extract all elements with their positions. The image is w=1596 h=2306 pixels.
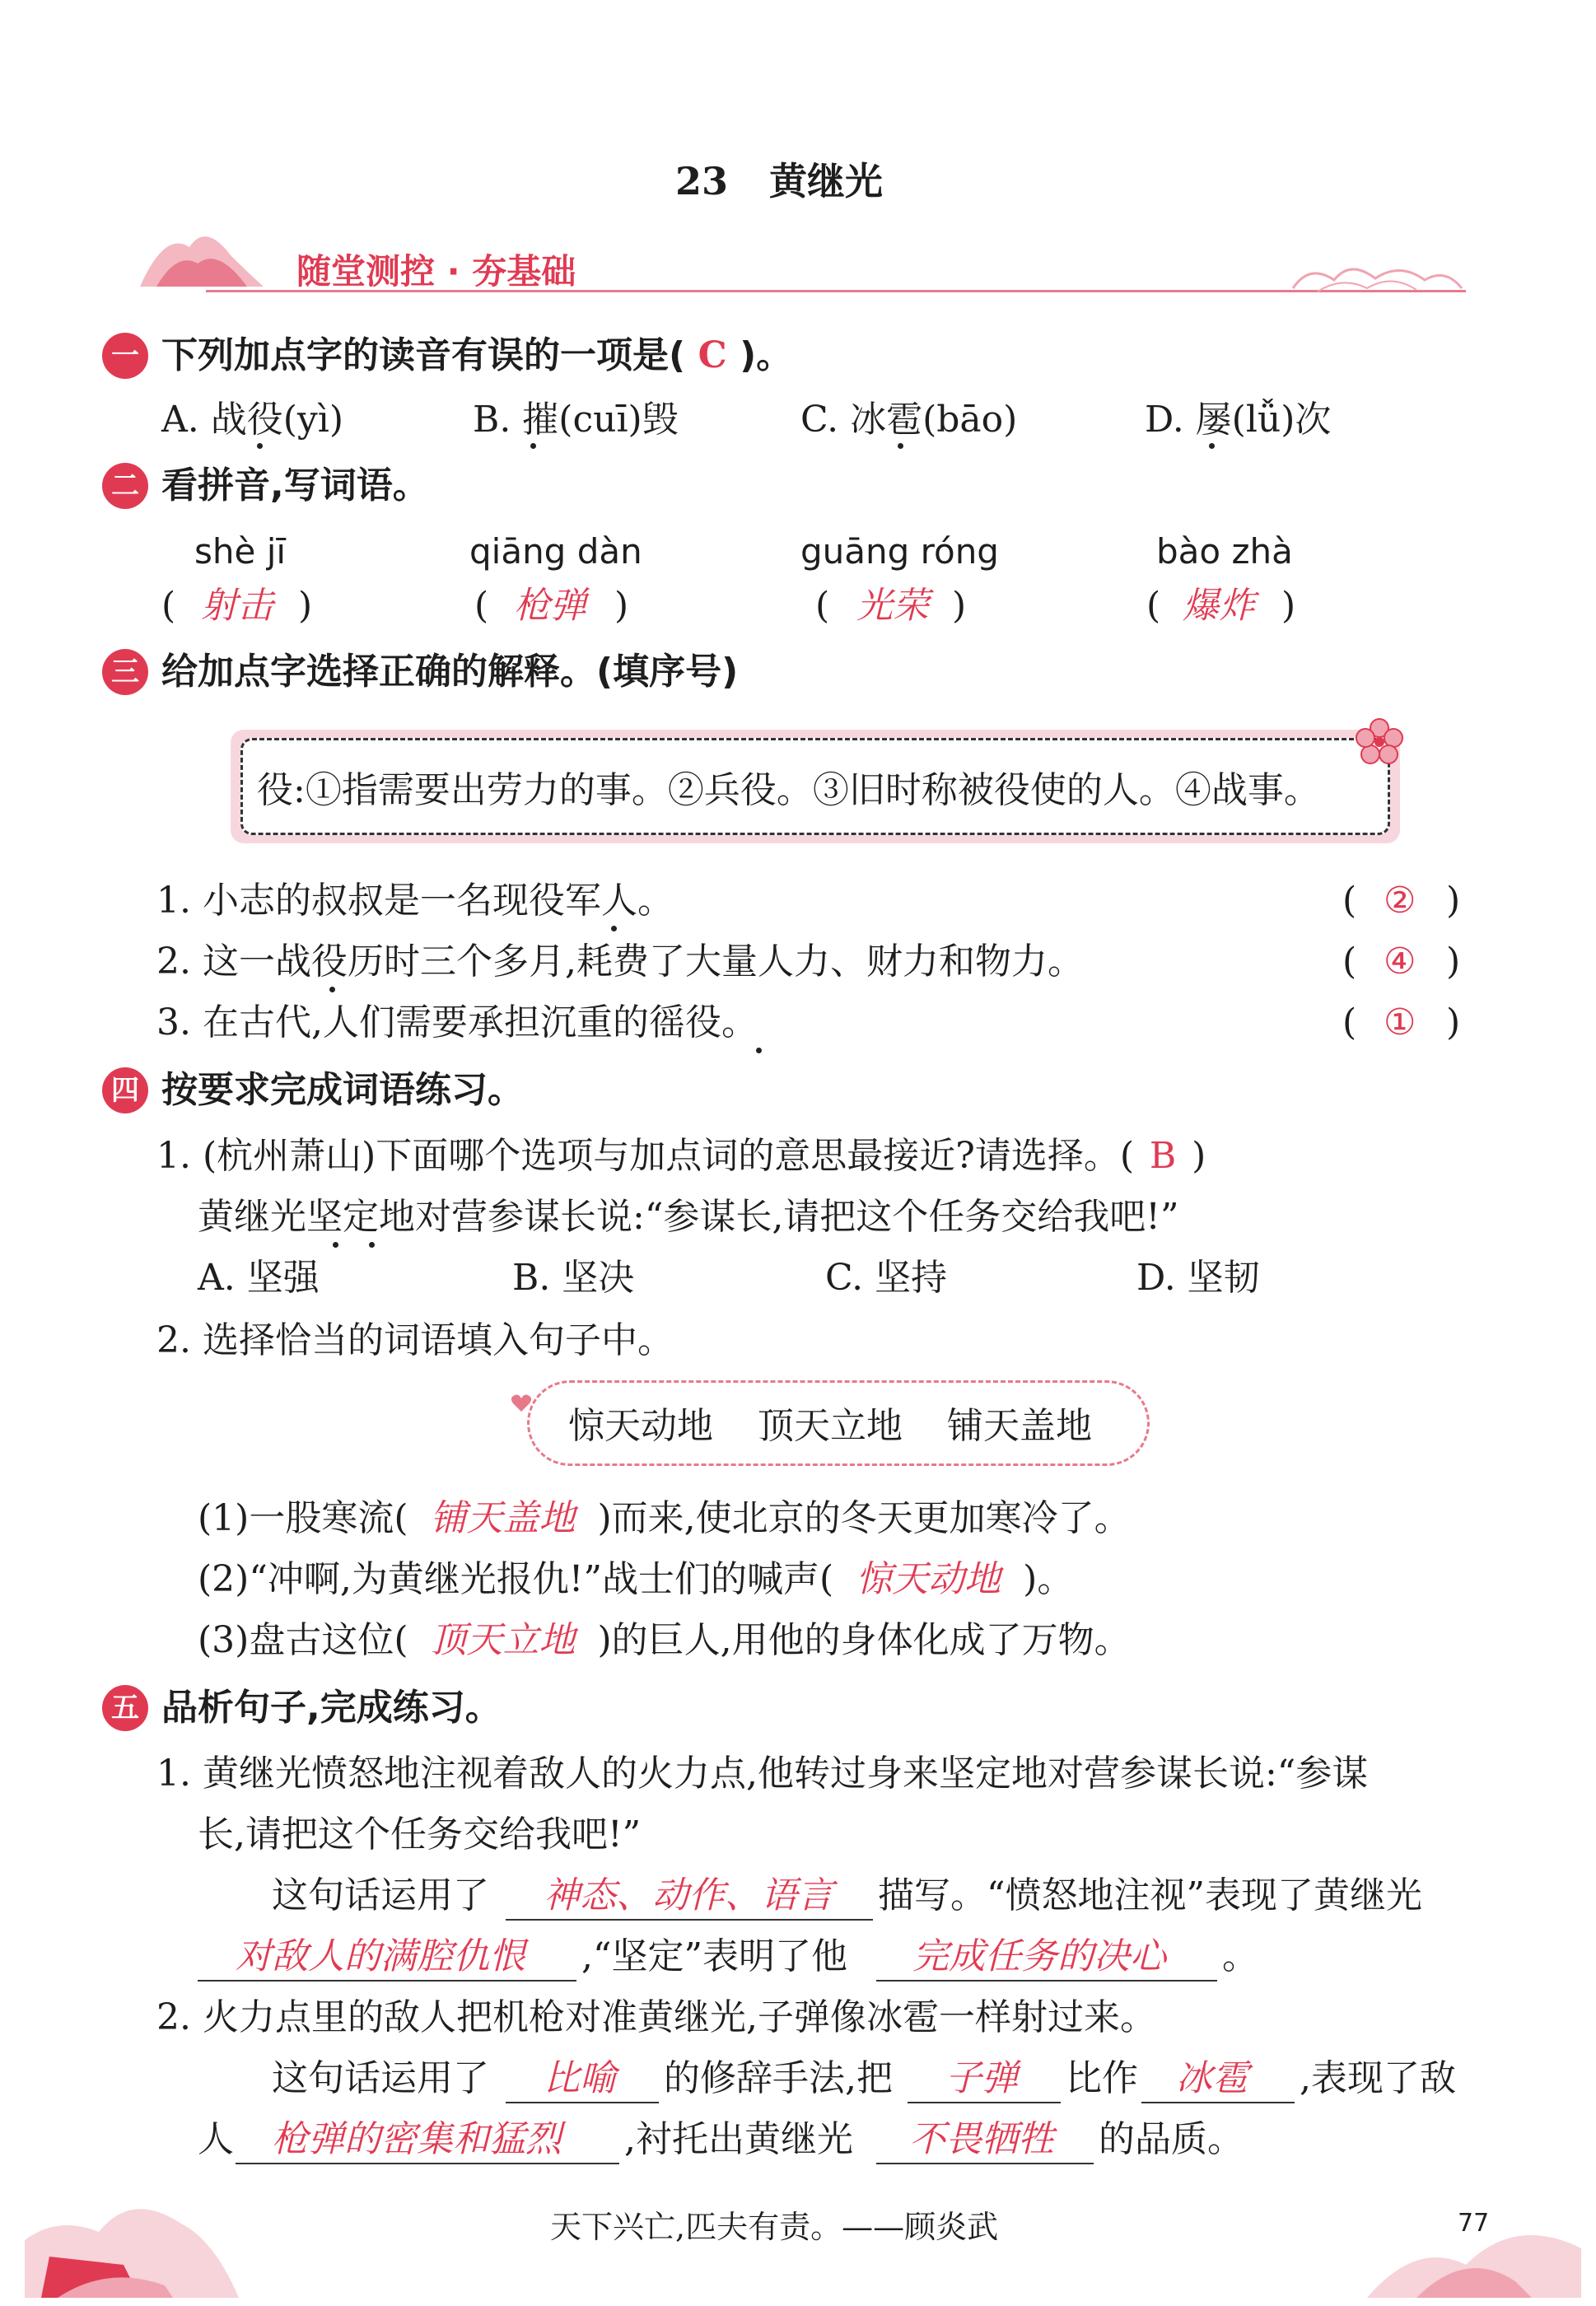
paren-close: ) bbox=[952, 585, 967, 627]
emphasis-dot bbox=[756, 1048, 762, 1053]
paren-close: ) bbox=[1446, 1001, 1461, 1043]
q2-pinyin-2: qiāng dàn bbox=[469, 531, 642, 572]
mountain-decoration bbox=[140, 222, 264, 288]
q5-s1-line3-mid: 描写。“愤怒地注视”表现了黄继光 bbox=[878, 1874, 1422, 1916]
emphasis-dot bbox=[257, 443, 263, 449]
q3-prompt: 给加点字选择正确的解释。(填序号) bbox=[161, 651, 739, 693]
q4-fill-1 bbox=[198, 1496, 1131, 1542]
q1-badge: 一 bbox=[102, 333, 148, 379]
paren-close: ) bbox=[1446, 880, 1461, 922]
answer-underline bbox=[876, 1980, 1217, 1982]
q3-badge: 三 bbox=[102, 649, 148, 695]
q4-prompt: 按要求完成词语练习。 bbox=[161, 1069, 524, 1111]
q5-s2-answer-3: 冰雹 bbox=[1176, 2057, 1248, 2099]
q2-answer-4: 爆炸 bbox=[1183, 585, 1255, 627]
q5-s2-line1: 2. 火力点里的敌人把机枪对准黄继光,子弹像冰雹一样射过来。 bbox=[156, 1996, 1156, 2038]
footer-left-decoration bbox=[25, 2141, 239, 2298]
q4-fill-3-pre: (3)盘古这位( bbox=[198, 1619, 408, 1661]
q4-fill-1-post: )而来,使北京的冬天更加寒冷了。 bbox=[597, 1497, 1131, 1539]
q5-s1-answer-2: 对敌人的满腔仇恨 bbox=[236, 1935, 525, 1977]
q3-item-3: 3. 在古代,人们需要承担沉重的徭役。 bbox=[156, 1001, 758, 1043]
heart-icon bbox=[511, 1393, 532, 1413]
page-title bbox=[675, 156, 883, 206]
q4-option-a: A. 坚强 bbox=[198, 1257, 320, 1299]
q4-fill-3-post: )的巨人,用他的身体化成了万物。 bbox=[597, 1619, 1131, 1661]
q4-sub1-prompt bbox=[156, 1133, 1206, 1179]
emphasis-dot bbox=[369, 1242, 375, 1248]
q2-answer-1: 射击 bbox=[201, 585, 273, 627]
q4-sub1-answer: B bbox=[1149, 1135, 1177, 1177]
q4-option-c: C. 坚持 bbox=[825, 1257, 948, 1299]
q5-s1-line4-mid: ,“坚定”表明了他 bbox=[581, 1935, 847, 1977]
emphasis-dot bbox=[333, 1242, 338, 1248]
q4-sub1-sentence: 黄继光坚定地对营参谋长说:“参谋长,请把这个任务交给我吧!” bbox=[198, 1196, 1179, 1238]
q4-badge: 四 bbox=[102, 1067, 148, 1113]
section-banner: 随堂测控 · 夯基础 bbox=[296, 251, 576, 292]
q5-s2-line3-mid: ,衬托出黄继光 bbox=[624, 2118, 853, 2160]
q5-s1-answer-3: 完成任务的决心 bbox=[912, 1935, 1166, 1977]
q1-option-c: C. 冰雹(bāo) bbox=[800, 399, 1018, 441]
q5-s2-answer-1: 比喻 bbox=[544, 2057, 616, 2099]
paren-open: ( bbox=[161, 585, 176, 627]
paren-open: ( bbox=[815, 585, 830, 627]
q1-option-d: D. 屡(lǚ)次 bbox=[1145, 399, 1332, 441]
answer-underline bbox=[198, 1980, 576, 1982]
paren-close: ) bbox=[1281, 585, 1296, 627]
q2-pinyin-4: bào zhà bbox=[1156, 531, 1293, 572]
q5-s1-line3-pre: 这句话运用了 bbox=[272, 1874, 489, 1916]
q5-prompt: 品析句子,完成练习。 bbox=[161, 1687, 502, 1729]
q5-s2-line2-pre: 这句话运用了 bbox=[272, 2057, 489, 2099]
q4-fill-2-post: )。 bbox=[1023, 1558, 1074, 1600]
q4-fill-2-pre: (2)“冲啊,为黄继光报仇!”战士们的喊声( bbox=[198, 1558, 834, 1600]
q3-answer-3: ① bbox=[1384, 1001, 1416, 1043]
paren-open: ( bbox=[1342, 1001, 1357, 1043]
q3-item-1: 1. 小志的叔叔是一名现役军人。 bbox=[156, 880, 674, 922]
answer-underline bbox=[236, 2163, 619, 2164]
word-bank-3: 铺天盖地 bbox=[947, 1405, 1092, 1447]
q2-pinyin-1: shè jī bbox=[194, 531, 287, 572]
q3-answer-2: ④ bbox=[1384, 941, 1416, 983]
q3-answer-1: ② bbox=[1384, 880, 1416, 922]
q5-s2-line2-mid1: 的修辞手法,把 bbox=[664, 2057, 893, 2099]
q5-s1-line2: 长,请把这个任务交给我吧!” bbox=[198, 1814, 642, 1856]
q4-option-d: D. 坚韧 bbox=[1136, 1257, 1260, 1299]
q4-fill-3 bbox=[198, 1617, 1131, 1664]
q5-s2-answer-2: 子弹 bbox=[945, 2057, 1018, 2099]
word-bank-1: 惊天动地 bbox=[568, 1405, 713, 1447]
q1-option-b: B. 摧(cuī)毁 bbox=[473, 399, 679, 441]
q5-s1-answer-1: 神态、动作、语言 bbox=[544, 1874, 833, 1916]
q2-pinyin-3: guāng róng bbox=[800, 531, 999, 572]
footer-quote: 天下兴亡,匹夫有责。——顾炎武 bbox=[550, 2209, 999, 2245]
q2-prompt: 看拼音,写词语。 bbox=[161, 464, 429, 506]
q5-s2-answer-4: 枪弹的密集和猛烈 bbox=[272, 2118, 562, 2160]
q5-s2-answer-5: 不畏牺牲 bbox=[909, 2118, 1054, 2160]
q2-answer-2: 枪弹 bbox=[514, 585, 586, 627]
lesson-name: 黄继光 bbox=[769, 159, 884, 203]
cloud-decoration bbox=[1285, 255, 1466, 296]
q4-option-b: B. 坚决 bbox=[512, 1257, 635, 1299]
q5-s2-line2-end: ,表现了敌 bbox=[1300, 2057, 1456, 2099]
paren-open: ( bbox=[1146, 585, 1161, 627]
paren-close: ) bbox=[614, 585, 629, 627]
lesson-number: 23 bbox=[675, 159, 729, 203]
answer-underline bbox=[908, 2102, 1061, 2103]
word-bank-2: 顶天立地 bbox=[758, 1405, 903, 1447]
definition-text: 役:①指需要出劳力的事。②兵役。③旧时称被役使的人。④战事。 bbox=[257, 769, 1320, 811]
q5-s1-line4-end: 。 bbox=[1222, 1935, 1258, 1977]
q3-item-2: 2. 这一战役历时三个多月,耗费了大量人力、财力和物力。 bbox=[156, 941, 1084, 983]
paren-open: ( bbox=[474, 585, 489, 627]
page-number: 77 bbox=[1458, 2209, 1490, 2238]
answer-underline bbox=[506, 2102, 659, 2103]
q4-fill-2 bbox=[198, 1557, 1073, 1603]
q2-answer-3: 光荣 bbox=[856, 585, 929, 627]
q1-prompt-text: 下列加点字的读音有误的一项是( bbox=[161, 334, 686, 376]
paren-close: ) bbox=[1446, 941, 1461, 983]
emphasis-dot bbox=[611, 926, 617, 931]
q5-badge: 五 bbox=[102, 1685, 148, 1731]
answer-underline bbox=[1141, 2102, 1295, 2103]
q1-prompt bbox=[161, 333, 792, 379]
emphasis-dot bbox=[898, 443, 903, 449]
q4-fill-1-answer: 铺天盖地 bbox=[430, 1497, 576, 1539]
paren-open: ( bbox=[1342, 941, 1357, 983]
q4-sub2-prompt: 2. 选择恰当的词语填入句子中。 bbox=[156, 1319, 674, 1361]
q1-prompt-end: )。 bbox=[740, 334, 793, 376]
q4-fill-3-answer: 顶天立地 bbox=[430, 1619, 576, 1661]
answer-underline bbox=[876, 2163, 1094, 2164]
q5-s2-line2-mid2: 比作 bbox=[1066, 2057, 1138, 2099]
emphasis-dot bbox=[530, 443, 536, 449]
q4-sub1-prompt-text: 1. (杭州萧山)下面哪个选项与加点词的意思最接近?请选择。( bbox=[156, 1135, 1135, 1177]
flower-decoration bbox=[1351, 713, 1408, 771]
paren-open: ( bbox=[1342, 880, 1357, 922]
q5-s2-line3-pre: 人 bbox=[198, 2118, 234, 2160]
q5-s2-line3-end: 的品质。 bbox=[1099, 2118, 1244, 2160]
q1-answer: C bbox=[698, 334, 727, 376]
q2-badge: 二 bbox=[102, 463, 148, 509]
q5-s1-line1: 1. 黄继光愤怒地注视着敌人的火力点,他转过身来坚定地对营参谋长说:“参谋 bbox=[156, 1753, 1369, 1795]
emphasis-dot bbox=[1209, 443, 1215, 449]
q1-option-a: A. 战役(yì) bbox=[161, 399, 344, 441]
emphasis-dot bbox=[329, 987, 335, 992]
paren-close: ) bbox=[298, 585, 313, 627]
q4-fill-2-answer: 惊天动地 bbox=[856, 1558, 1001, 1600]
q4-sub1-prompt-end: ) bbox=[1192, 1135, 1206, 1177]
answer-underline bbox=[506, 1919, 873, 1921]
q4-fill-1-pre: (1)一股寒流( bbox=[198, 1497, 408, 1539]
